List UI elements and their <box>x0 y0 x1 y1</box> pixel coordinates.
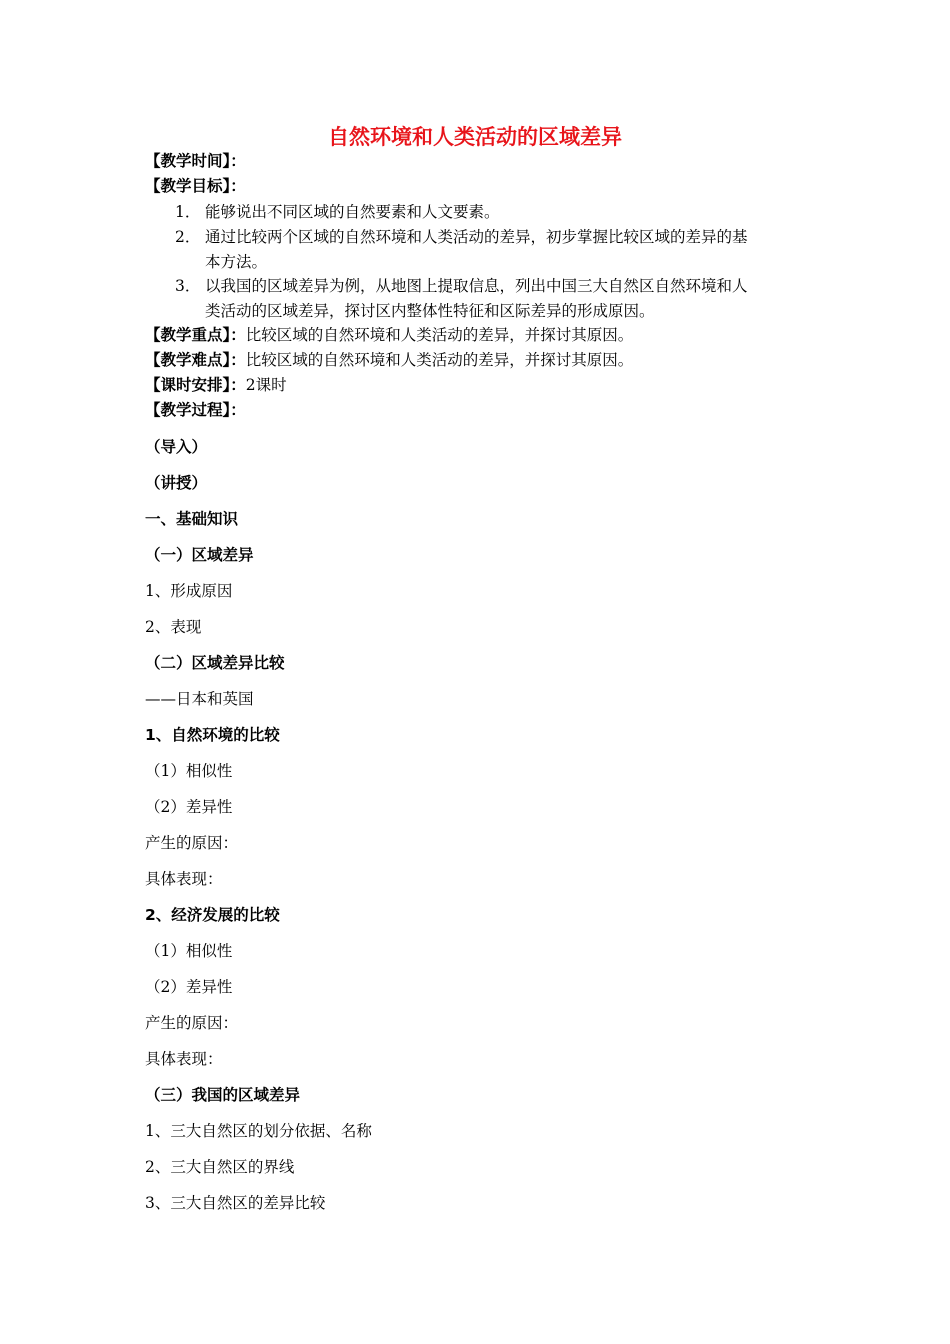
objective-text-continued: 类活动的区域差异，探讨区内整体性特征和区际差异的形成原因。 <box>205 301 655 320</box>
outline-line: 2、经济发展的比较 <box>145 906 280 924</box>
difficulty-label: 【教学难点】： <box>145 351 246 369</box>
objective-number: 3． <box>175 277 201 295</box>
outline-line: （1）相似性 <box>145 762 233 780</box>
objective-item-1 <box>175 200 815 225</box>
process-label: 【教学过程】： <box>145 401 246 419</box>
outline-line: 具体表现： <box>145 1050 223 1068</box>
objective-text: 能够说出不同区域的自然要素和人文要素。 <box>205 203 500 221</box>
outline-line: （2）差异性 <box>145 978 233 996</box>
outline-line: 2、三大自然区的界线 <box>145 1158 295 1176</box>
teaching-goal-label: 【教学目标】： <box>145 177 246 195</box>
outline-line: 1、三大自然区的划分依据、名称 <box>145 1122 372 1140</box>
difficulty-row <box>145 349 633 371</box>
outline-line: （导入） <box>145 438 208 456</box>
teaching-time-label: 【教学时间】： <box>145 152 246 170</box>
outline-line: ——日本和英国 <box>145 690 254 708</box>
objective-text: 以我国的区域差异为例，从地图上提取信息，列出中国三大自然区自然环境和人 <box>205 277 748 295</box>
outline-line: 1、自然环境的比较 <box>145 726 280 744</box>
outline-line: （三）我国的区域差异 <box>145 1086 301 1104</box>
objective-item-2 <box>175 225 815 274</box>
outline-line: （讲授） <box>145 474 208 492</box>
key-point-row <box>145 324 633 346</box>
outline-line: （一）区域差异 <box>145 546 254 564</box>
key-point-label: 【教学重点】： <box>145 326 246 344</box>
outline-line: （1）相似性 <box>145 942 233 960</box>
outline-line: 产生的原因： <box>145 834 239 852</box>
outline-line: 具体表现： <box>145 870 223 888</box>
outline-line: 1、形成原因 <box>145 582 233 600</box>
outline-line: （2）差异性 <box>145 798 233 816</box>
hours-text: 2课时 <box>245 376 287 394</box>
key-point-text: 比较区域的自然环境和人类活动的差异，并探讨其原因。 <box>245 326 634 344</box>
outline-line: 产生的原因： <box>145 1014 239 1032</box>
document-title: 自然环境和人类活动的区域差异 <box>328 124 622 149</box>
outline-line: （二）区域差异比较 <box>145 654 285 672</box>
outline-line: 一、基础知识 <box>145 510 239 528</box>
objective-text-continued: 本方法。 <box>205 252 268 271</box>
outline-line: 2、表现 <box>145 618 202 636</box>
difficulty-text: 比较区域的自然环境和人类活动的差异，并探讨其原因。 <box>245 351 634 369</box>
objective-number: 2． <box>175 228 201 246</box>
objective-item-3 <box>175 274 815 323</box>
objective-number: 1． <box>175 203 201 221</box>
objective-text: 通过比较两个区域的自然环境和人类活动的差异，初步掌握比较区域的差异的基 <box>205 228 748 246</box>
hours-label: 【课时安排】： <box>145 376 246 394</box>
outline-line: 3、三大自然区的差异比较 <box>145 1194 326 1212</box>
hours-row <box>145 374 287 396</box>
